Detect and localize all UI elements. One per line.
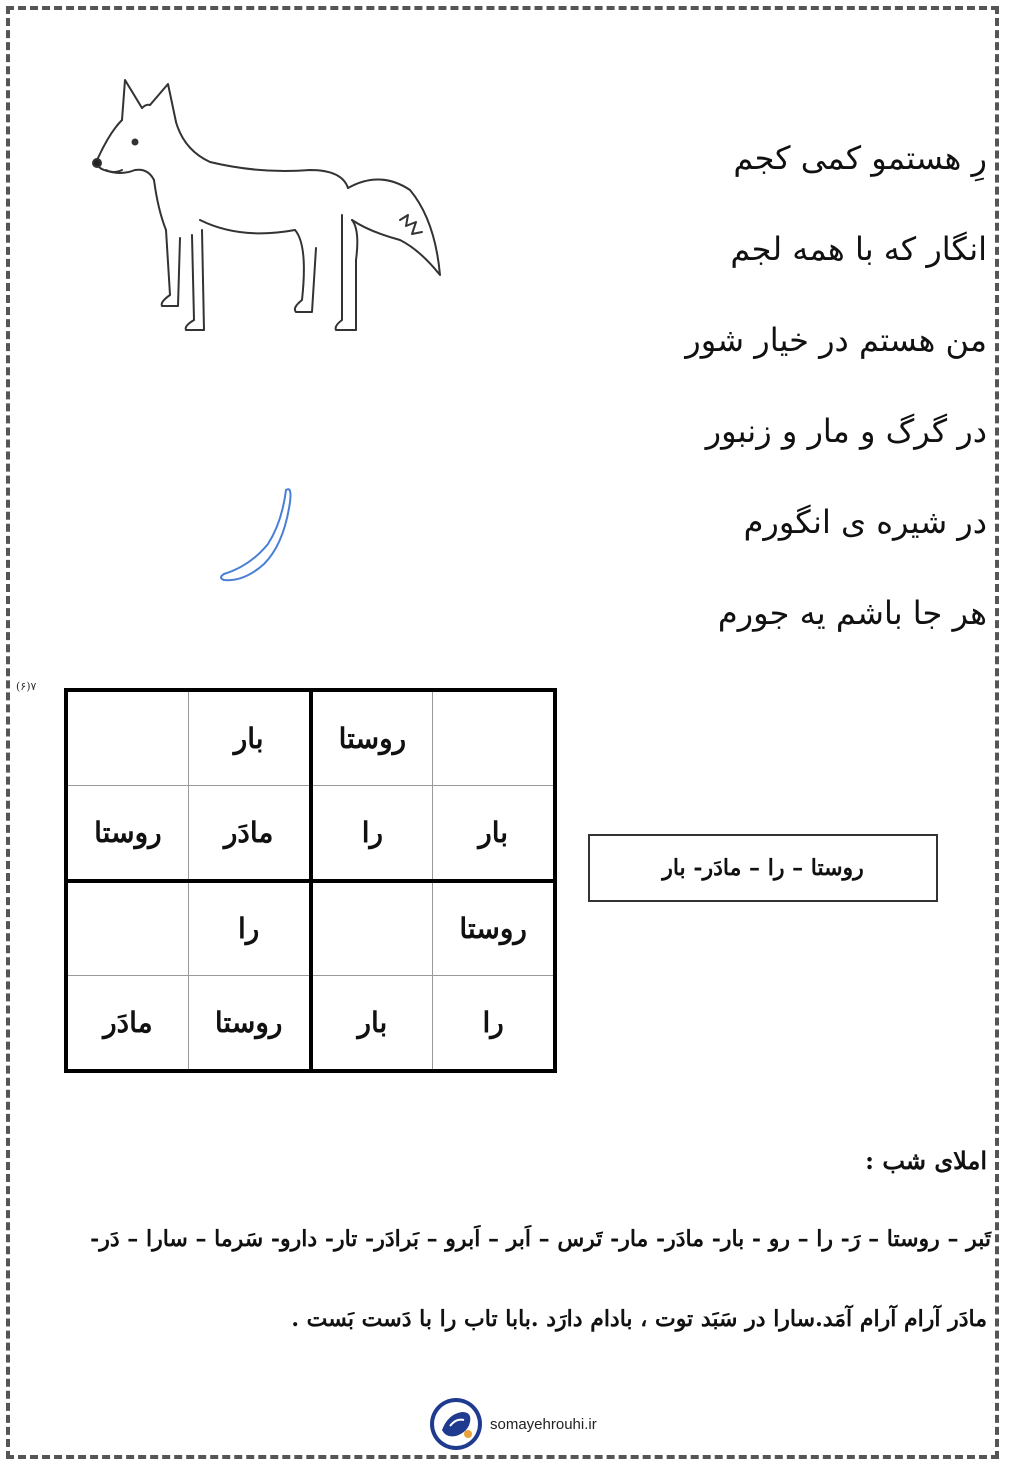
fox-drawing-icon [80,70,460,340]
poem [557,128,987,674]
footer [428,1396,597,1452]
grid-cell[interactable]: را [433,976,555,1071]
poem-line: در گرگ و مار و زنبور [705,412,987,450]
grid-cell[interactable] [66,881,188,976]
grid-cell[interactable]: بار [188,690,310,785]
site-logo-icon [428,1396,484,1452]
poem-line: انگار که با همه لجم [730,230,987,268]
grid-cell[interactable]: روستا [66,785,188,880]
grid-cell[interactable]: مادَر [188,785,310,880]
grid-cell[interactable] [311,881,433,976]
dictation-sentence: مادَر آرام آرام آمَد.سارا در سَبَد توت ، بادام دارَد .بابا تاب را با دَست بَست . [291,1306,987,1332]
poem-line: رِ هستمو کمی کجم [733,139,987,177]
dictation-title: املای شب : [865,1146,987,1175]
letter-re-outline-icon [210,482,300,592]
word-list-box [588,834,938,902]
grid-cell[interactable]: روستا [311,690,433,785]
grid-cell[interactable]: روستا [188,976,310,1071]
poem-line: در شیره ی انگورم [743,503,987,541]
grid-cell[interactable]: را [188,881,310,976]
poem-line: من هستم در خیار شور [685,321,987,359]
corner-mark: (۶)۷ [16,680,37,693]
poem-line: هر جا باشم یه جورم [717,594,987,632]
grid-cell[interactable]: بار [311,976,433,1071]
grid-cell[interactable]: روستا [433,881,555,976]
dictation-words: تَبر – روستا – رَ- را – رو - بار- مادَر- مار- تَرس – اَبر – اَبرو – بَرادَر- تار- دارو- سَرما – سارا – دَر- [90,1226,991,1252]
grid-cell[interactable]: بار [433,785,555,880]
word-list-text: روستا – را – مادَر- بار [662,855,864,881]
grid-cell[interactable]: را [311,785,433,880]
grid-cell[interactable] [66,690,188,785]
word-sudoku-grid [64,688,557,1073]
site-url[interactable]: somayehrouhi.ir [490,1415,597,1433]
grid-cell[interactable]: مادَر [66,976,188,1071]
grid-cell[interactable] [433,690,555,785]
